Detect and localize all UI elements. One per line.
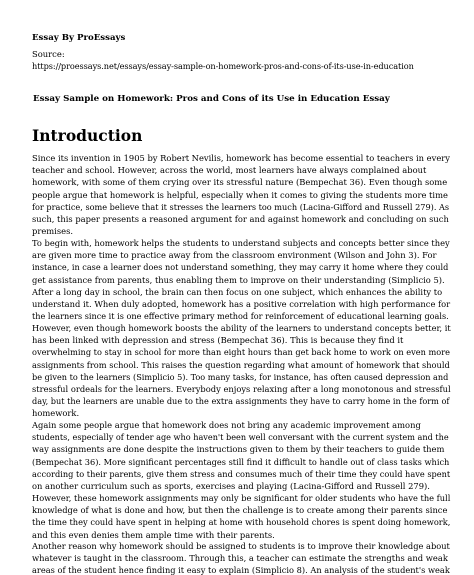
paragraph-line: and this even denies them ample time with their parents. [32, 529, 275, 540]
paragraph-2 [32, 237, 451, 322]
paragraph-line: To begin with, homework helps the students to understand subjects and concepts better since they [32, 238, 450, 248]
paragraph-line: assignments from school. This raises the question regarding what amount of homework that should [32, 359, 450, 370]
header-title: Essay By ProEssays [32, 33, 126, 43]
paragraph-line: people argue that homework is helpful, especially when it comes to giving the students more time [32, 189, 448, 200]
paragraph-line: instance, in case a learner does not understand something, they may carry it home where they could [32, 262, 449, 273]
source-label: Source: [32, 49, 65, 59]
document-title: Essay Sample on Homework: Pros and Cons of its Use in Education Essay [33, 94, 390, 104]
paragraph-line: premises. [32, 226, 74, 237]
paragraph-line: overwhelming to stay in school for more than eight hours than get back home to work on even more [32, 347, 450, 358]
paragraph-line: (Bempechat 36). More significant percentages still find it difficult to handle out of class tasks which [32, 456, 450, 467]
paragraph-line: After a long day in school, the brain can then focus on one subject, which enhances the ability to [32, 286, 443, 297]
paragraph-line: Another reason why homework should be assigned to students is to improve their knowledge about [32, 541, 450, 551]
paragraph-line: the time they could have spent in helping at home with household chores is spent doing homework, [32, 517, 451, 528]
paragraph-4 [32, 419, 451, 492]
paragraph-line: be given to the learners (Simplicio 5). Too many tasks, for instance, has often caused depression and [32, 371, 449, 382]
paragraph-line: whatever is taught in the classroom. Through this, a teacher can estimate the strengths and weak [32, 553, 448, 564]
paragraph-line: are given more time to practice away from the classroom environment (Wilson and John 3). For [32, 250, 437, 261]
paragraph-line: understand it. When duly adopted, homework has a positive correlation with high performance for [32, 298, 451, 309]
paragraph-line: for practice, some believe that it stresses the learners too much (Lacina-Gifford and Russell 279). As [32, 201, 450, 212]
paragraph-line: day, but the learners are unable due to the extra assignments they have to carry home in the form of [32, 396, 450, 407]
paragraph-line: on another curriculum such as sports, exercises and playing (Lacina-Gifford and Russell 279). [32, 480, 430, 491]
paragraph-line: students, especially of tender age who haven't been well conversant with the current system and the [32, 432, 449, 443]
paragraph-5 [32, 492, 451, 541]
paragraph-line: has been linked with depression and stress (Bempechat 36). This is because they find it [32, 335, 404, 346]
paragraph-line: Again some people argue that homework does not bring any academic improvement among [32, 420, 421, 430]
paragraph-line: way assignments are done despite the instructions given to them by their teachers to guide them [32, 444, 445, 455]
section-heading-introduction: Introduction [32, 126, 143, 145]
paragraph-6 [32, 540, 450, 575]
paragraph-3 [32, 322, 451, 420]
paragraph-line: such, this paper presents a reasoned argument for and against homework and concluding on such [32, 213, 449, 224]
paragraph-line: Since its invention in 1905 by Robert Nevilis, homework has become essential to teachers in every [32, 153, 450, 163]
paragraph-line: homework. [32, 408, 80, 419]
paragraph-line: However, these homework assignments may only be significant for older students who have the full [32, 493, 451, 503]
paragraph-1 [32, 152, 450, 237]
paragraph-line: get assistance from parents, thus enabling them to improve on their understanding (Simplicio 5). [32, 274, 445, 285]
paragraph-line: teacher and school. However, across the world, most learners have always complained about [32, 165, 427, 176]
source-url: https://proessays.net/essays/essay-sample-on-homework-pros-and-cons-of-its-use-in-education [32, 61, 414, 71]
paragraph-line: knowledge of what is done and how, but then the challenge is to create among their parents since [32, 505, 448, 516]
paragraph-line: However, even though homework boosts the ability of the learners to understand concepts better, it [32, 323, 451, 333]
paragraph-line: stressful ordeals for the learners. Everybody enjoys relaxing after a long monotonous and stressful [32, 383, 451, 394]
paragraph-line: homework, with some of them crying over its stressful nature (Bempechat 36). Even though some [32, 177, 448, 188]
paragraph-line: according to their parents, give them stress and consumes much of their time they could have spent [32, 468, 451, 479]
paragraph-line: the learners since it is one effective primary method for reinforcement of educational learning goals. [32, 311, 449, 322]
paragraph-line: areas of the student hence finding it easy to explain (Simplicio 8). An analysis of the student's weak [32, 565, 450, 575]
